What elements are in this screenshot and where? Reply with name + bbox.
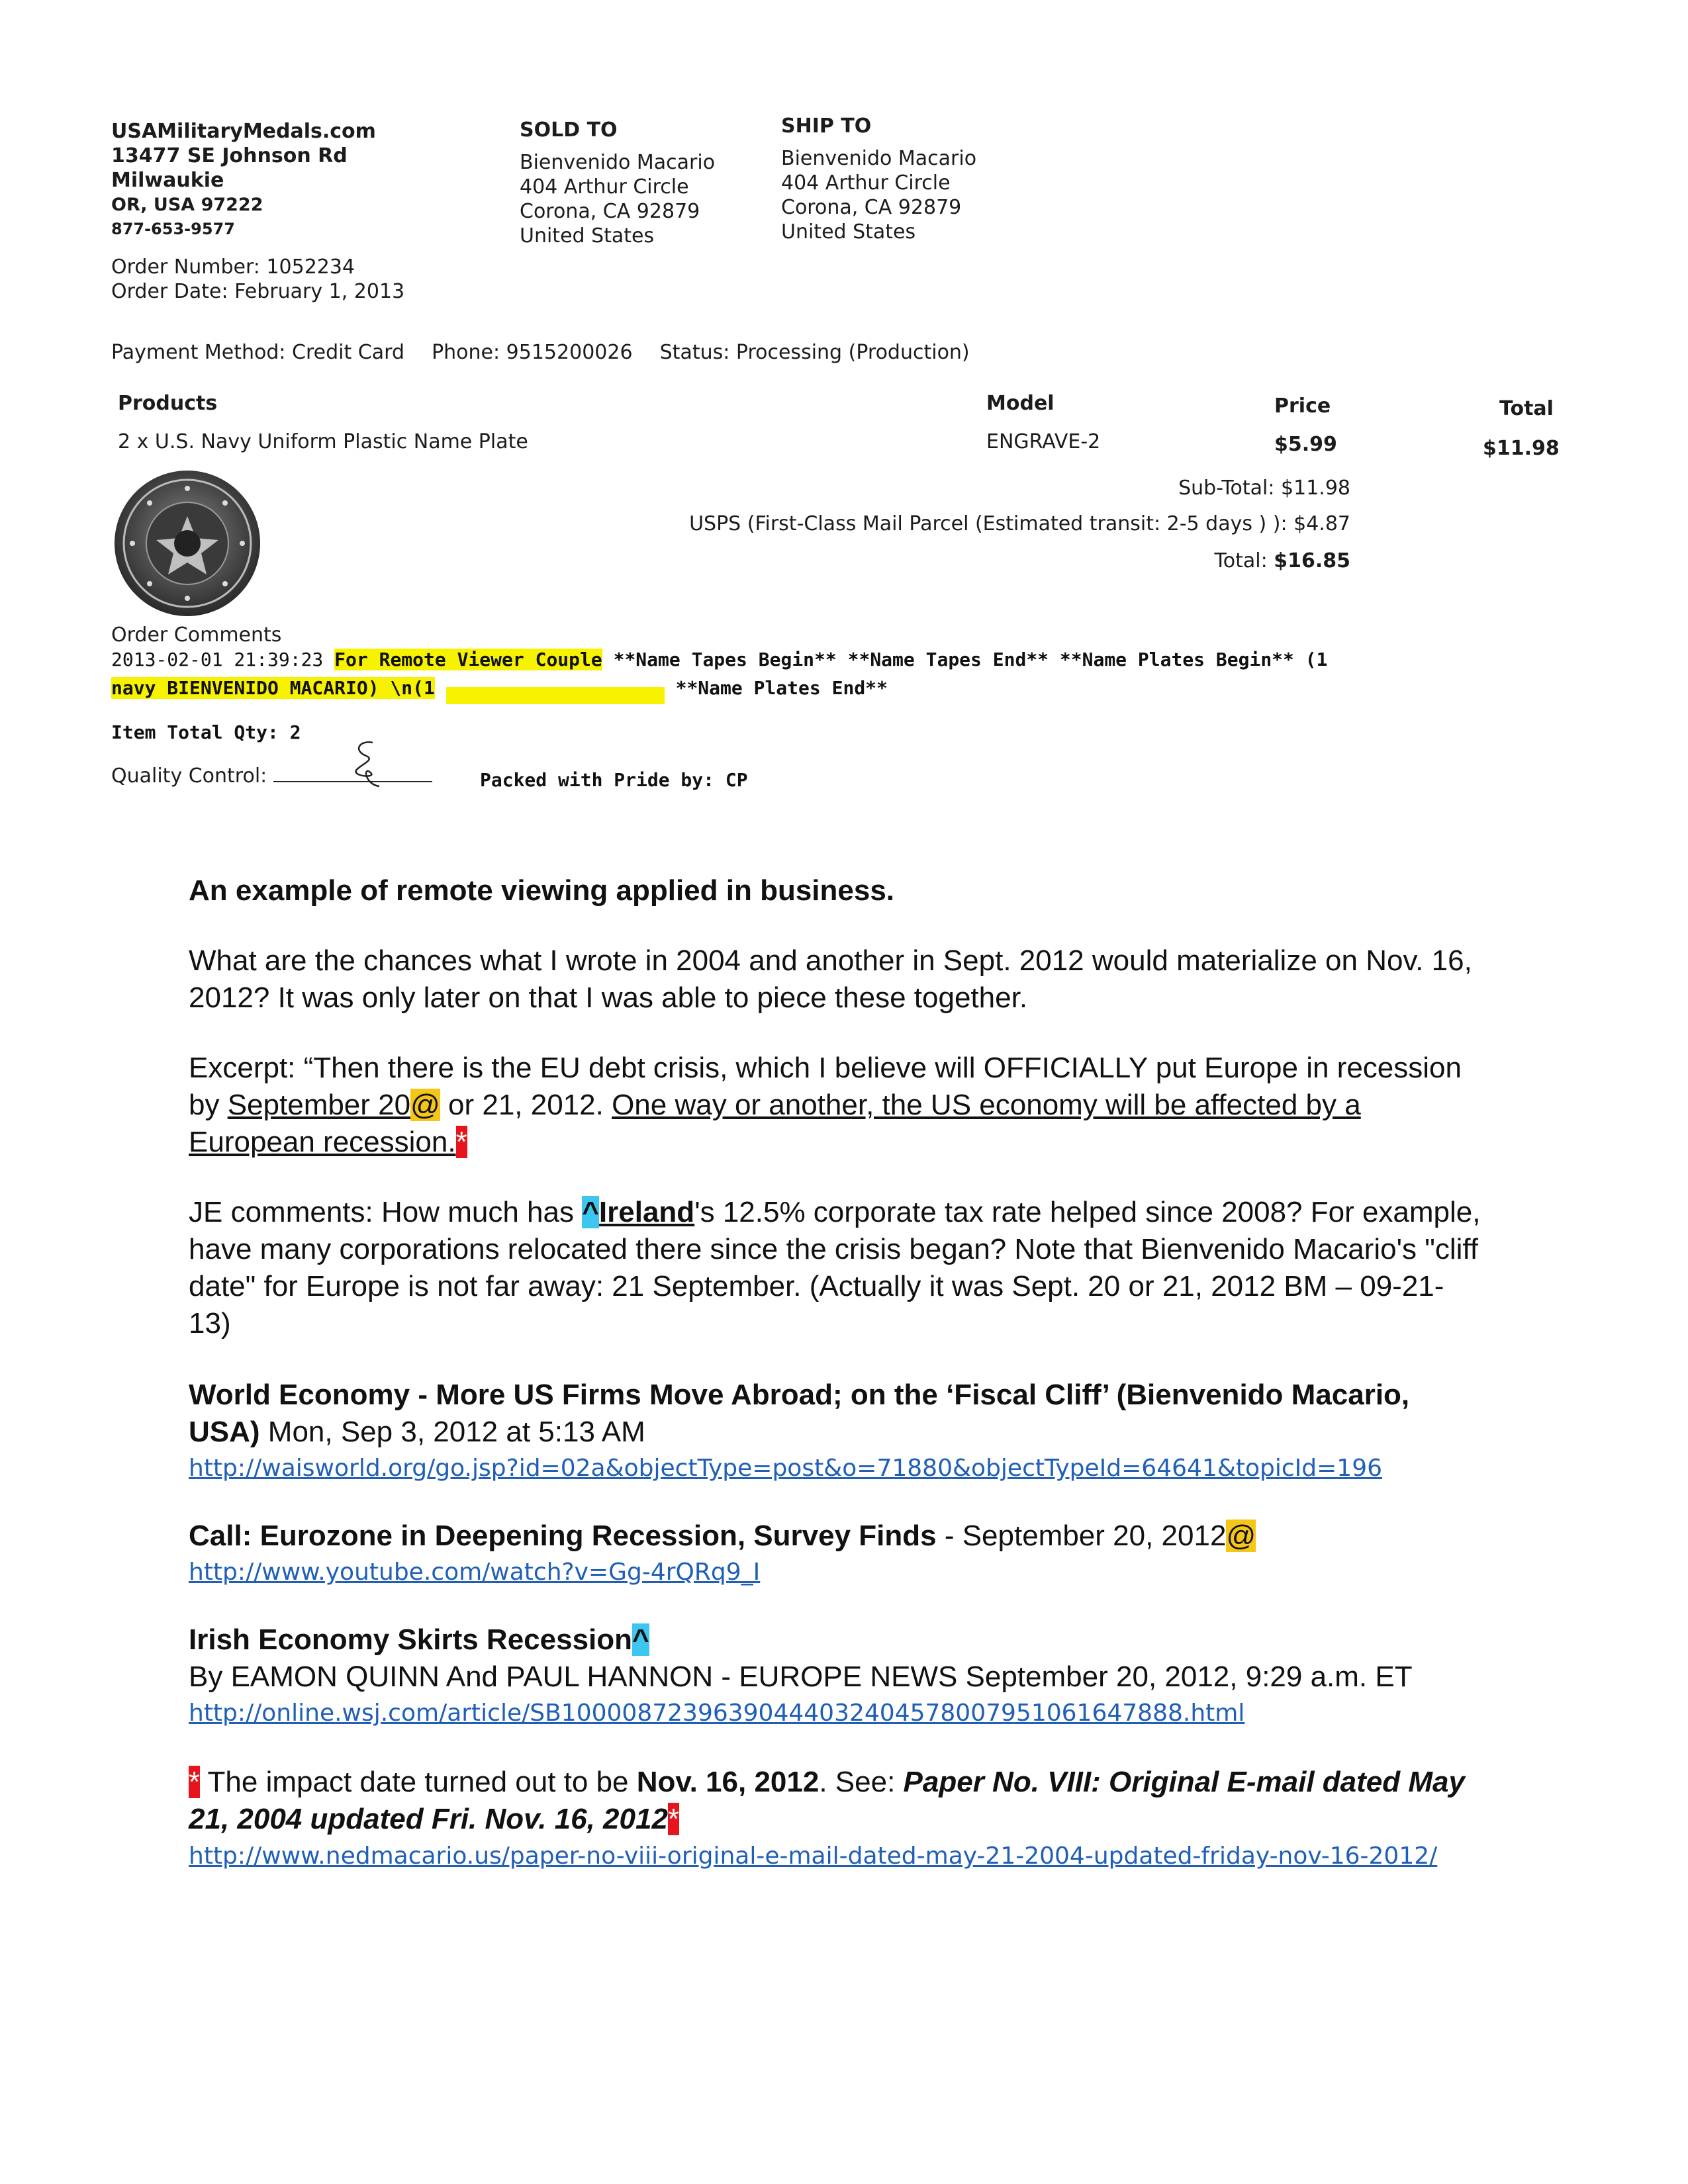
ship-to-name: Bienvenido Macario — [781, 147, 977, 170]
seal-logo — [113, 469, 262, 618]
article-title: An example of remote viewing applied in business. — [189, 874, 895, 907]
ship-to-city: Corona, CA 92879 — [781, 196, 962, 219]
ref2-call: Call — [189, 1520, 242, 1552]
phone-label: Phone: — [432, 341, 500, 364]
final-star-marker: * — [189, 1766, 201, 1798]
comments-line-1 — [111, 649, 1327, 670]
item-total-value: 2 — [289, 721, 301, 743]
packed-label: Packed with Pride by: — [480, 769, 715, 791]
final-star-marker-2: * — [667, 1803, 680, 1835]
seller-state-zip: OR, USA 97222 — [111, 195, 263, 215]
packed-row — [480, 769, 748, 791]
comments-highlight-1: For Remote Viewer Couple — [334, 649, 602, 670]
products-header: Products — [118, 392, 218, 415]
seller-phone: 877-653-9577 — [111, 220, 235, 238]
seller-street: 13477 SE Johnson Rd — [111, 144, 348, 167]
sold-to-name: Bienvenido Macario — [520, 151, 716, 174]
sold-to-city: Corona, CA 92879 — [520, 200, 700, 223]
sold-to-heading: SOLD TO — [520, 118, 618, 142]
article-excerpt — [189, 1050, 1483, 1161]
reference-3 — [189, 1621, 1483, 1731]
je-comments — [189, 1194, 1483, 1342]
phone-value: 9515200026 — [506, 341, 633, 364]
subtotal-label: Sub-Total: — [1178, 477, 1275, 500]
seller-name: USAMilitaryMedals.com — [111, 120, 376, 143]
ref1-date: Mon, Sep 3, 2012 at 5:13 AM — [259, 1416, 645, 1448]
order-number: 1052234 — [266, 255, 355, 279]
final-date: Nov. 16, 2012 — [636, 1766, 820, 1798]
product-model: ENGRAVE-2 — [986, 430, 1101, 453]
item-total-row — [111, 721, 301, 743]
seller-city: Milwaukie — [111, 169, 224, 192]
subtotal-row — [1178, 477, 1350, 500]
je-text-a: JE comments: How much has — [189, 1196, 583, 1228]
excerpt-at-marker: @ — [410, 1089, 440, 1121]
order-info — [111, 255, 404, 304]
product-price: $5.99 — [1274, 433, 1337, 456]
excerpt-underlined: One way or another, the US economy will be affected by a European recession. — [189, 1089, 1361, 1158]
comments-timestamp: 2013-02-01 21:39:23 — [111, 649, 324, 670]
shipping-value: $4.87 — [1293, 512, 1350, 535]
final-link[interactable]: http://www.nedmacario.us/paper-no-viii-original-e-mail-dated-may-21-2004-updated-friday-nov-16-2012/ — [189, 1843, 1438, 1870]
ship-to-block — [781, 114, 976, 244]
final-paper-title: Paper No. VIII: Original E-mail dated May 21, 2004 updated Fri. Nov. 16, 2012 — [189, 1766, 1465, 1835]
ref2-at-marker: @ — [1226, 1520, 1256, 1552]
je-text-b: 's 12.5% corporate tax rate helped since 2008? For example, have many corporations relocated there since the crisis began? Note that Bienvenido Macario's "cliff date" for Europe is not far away: 21 September. (Actually it was Sept. 20 or 21, 2012 BM – 09-21-13) — [189, 1196, 1481, 1340]
product-name: 2 x U.S. Navy Uniform Plastic Name Plate — [118, 430, 528, 453]
comments-highlight-2: navy BIENVENIDO MACARIO) \n(1 — [111, 677, 435, 699]
model-header: Model — [986, 392, 1055, 415]
je-caret-marker: ^ — [582, 1196, 599, 1228]
excerpt-text-a: Excerpt: “Then there is the EU debt crisis, which I believe will OFFICIALLY put Europe in recession by — [189, 1052, 1462, 1121]
sold-to-block — [520, 118, 715, 248]
comments-rest-2: **Name Plates End** — [675, 677, 888, 699]
grand-total-label: Total: — [1214, 549, 1268, 572]
status-value: Processing (Production) — [735, 341, 970, 364]
grand-total-row — [1215, 549, 1351, 572]
quality-control-row — [111, 764, 432, 788]
ref1-title: World Economy - More US Firms Move Abroad; on the ‘Fiscal Cliff’ (Bienvenido Macario, USA) — [189, 1379, 1410, 1448]
ref3-byline: By EAMON QUINN And PAUL HANNON - EUROPE NEWS September 20, 2012, 9:29 a.m. ET — [189, 1661, 1413, 1693]
ship-to-country: United States — [781, 220, 916, 244]
status-label: Status: — [659, 341, 730, 364]
ref3-caret-marker: ^ — [632, 1623, 649, 1656]
qc-signature-line — [273, 765, 432, 782]
ref2-link[interactable]: http://www.youtube.com/watch?v=Gg-4rQRq9_I — [189, 1559, 761, 1586]
excerpt-text-b: or 21, 2012. — [440, 1089, 612, 1121]
ref2-date: - September 20, 2012 — [936, 1520, 1227, 1552]
order-number-label: Order Number: — [111, 255, 260, 279]
ref2-title: : Eurozone in Deepening Recession, Survey Finds — [242, 1520, 937, 1552]
subtotal-value: $11.98 — [1281, 477, 1350, 500]
final-note — [189, 1764, 1483, 1874]
product-row — [118, 430, 528, 453]
order-date-row — [111, 279, 404, 304]
comments-heading: Order Comments — [111, 623, 282, 647]
shipping-row — [689, 512, 1350, 535]
comments-line-2 — [111, 674, 888, 704]
item-total-label: Item Total Qty: — [111, 721, 279, 743]
final-text-b: . See: — [819, 1766, 904, 1798]
sold-to-street: 404 Arthur Circle — [520, 175, 689, 199]
reference-2 — [189, 1518, 1483, 1590]
packed-by: CP — [725, 769, 748, 791]
ref1-link[interactable]: http://waisworld.org/go.jsp?id=02a&objectType=post&o=71880&objectTypeId=64641&topicId=196 — [189, 1455, 1383, 1482]
qc-label: Quality Control: — [111, 764, 267, 788]
product-total: $11.98 — [1483, 437, 1560, 460]
je-ireland: Ireland — [598, 1196, 695, 1228]
comments-rest-1: **Name Tapes Begin** **Name Tapes End** **Name Plates Begin** (1 — [613, 649, 1328, 670]
payment-method: Credit Card — [292, 341, 404, 364]
article — [189, 872, 1483, 1874]
excerpt-date: September 20 — [227, 1089, 411, 1121]
article-para-1: What are the chances what I wrote in 2004 and another in Sept. 2012 would materialize on Nov. 16, 2012? It was only later on that I was able to piece these together. — [189, 944, 1472, 1014]
payment-row — [111, 341, 970, 364]
ref3-title: Irish Economy Skirts Recession — [189, 1623, 633, 1656]
qc-signature — [340, 739, 399, 792]
sold-to-country: United States — [520, 224, 655, 248]
reference-1 — [189, 1377, 1483, 1486]
seller-block — [111, 119, 482, 242]
ref3-link[interactable]: http://online.wsj.com/article/SB10000872396390444032404578007951061647888.html — [189, 1700, 1245, 1727]
excerpt-star-marker: * — [455, 1126, 467, 1158]
final-text-a: The impact date turned out to be — [200, 1766, 637, 1798]
total-header: Total — [1499, 397, 1554, 420]
payment-method-label: Payment Method: — [111, 341, 286, 364]
shipping-label: USPS (First-Class Mail Parcel (Estimated transit: 2-5 days ) ): — [689, 512, 1288, 535]
ship-to-street: 404 Arthur Circle — [781, 171, 951, 195]
ship-to-heading: SHIP TO — [781, 114, 872, 138]
comments-redacted-gap — [446, 687, 665, 704]
order-date: February 1, 2013 — [234, 280, 405, 303]
grand-total-value: $16.85 — [1274, 549, 1350, 572]
price-header: Price — [1274, 394, 1331, 418]
order-number-row — [111, 255, 404, 279]
order-date-label: Order Date: — [111, 280, 228, 303]
